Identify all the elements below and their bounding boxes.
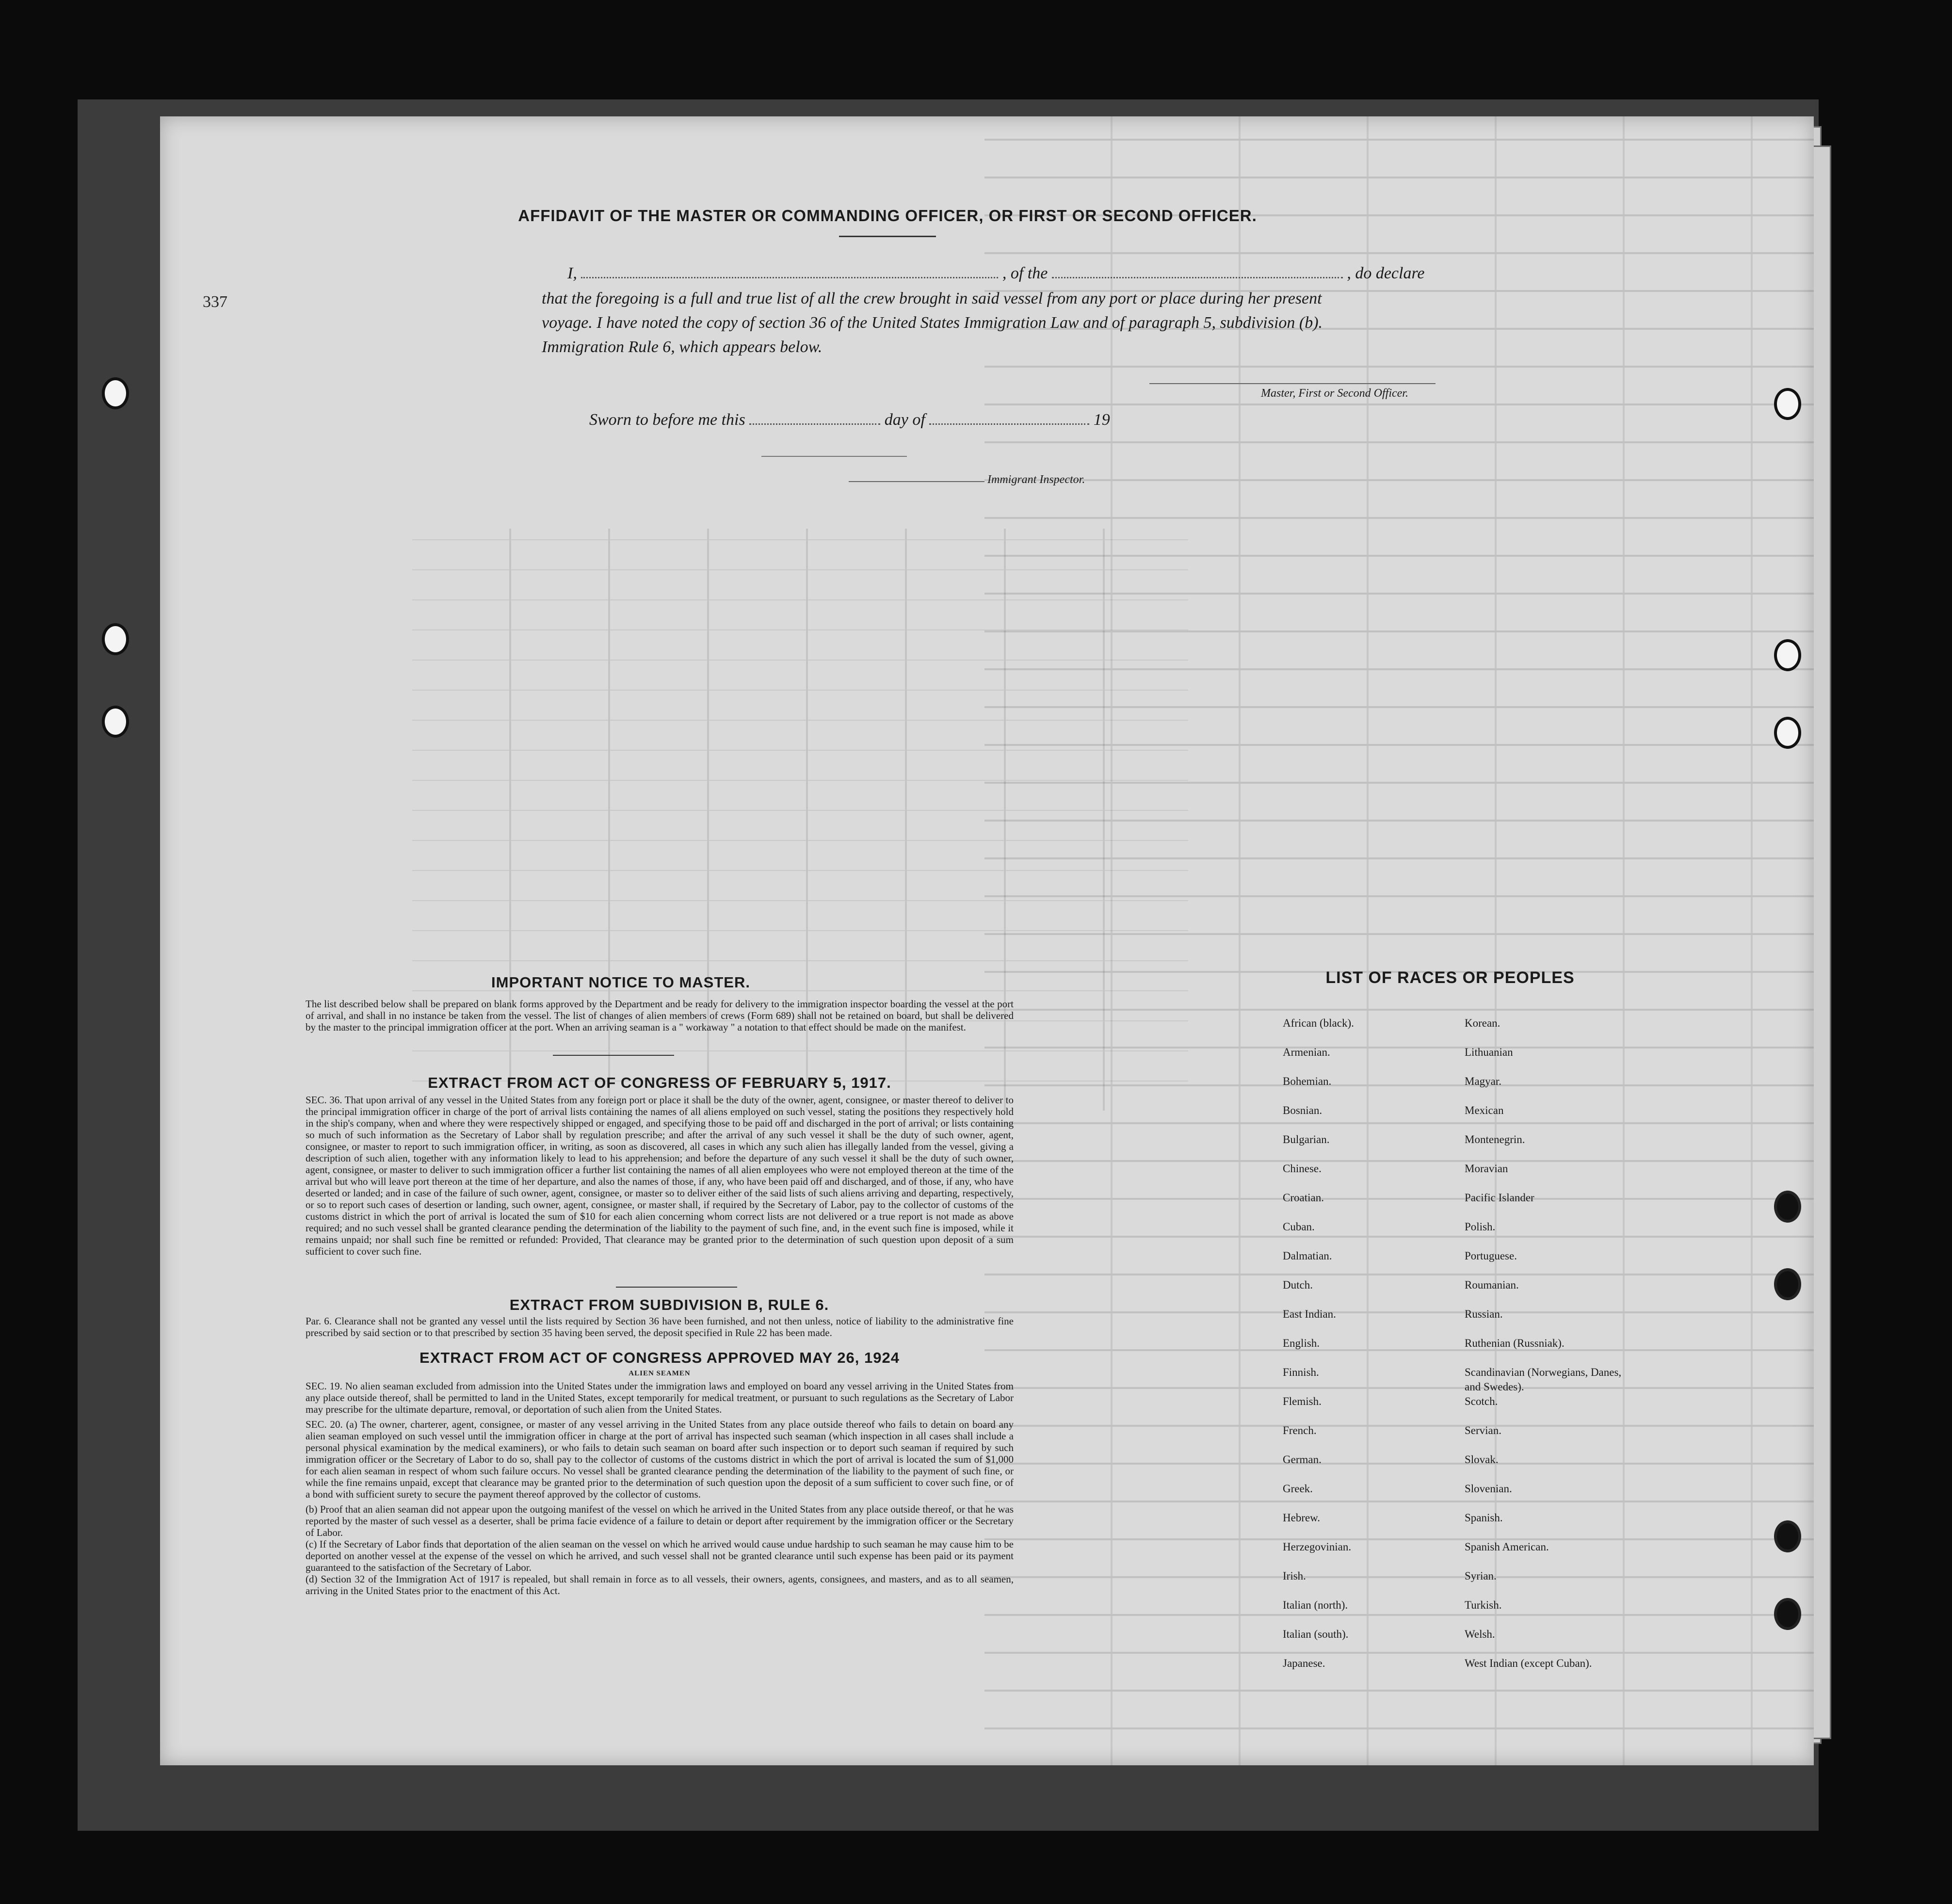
race-item: Korean. (1465, 1017, 1500, 1029)
race-item: East Indian. (1283, 1308, 1336, 1320)
race-item: Japanese. (1283, 1657, 1325, 1669)
race-item: Scandinavian (Norwegians, Danes, and Swedes). (1465, 1366, 1622, 1393)
day-blank (749, 414, 880, 425)
rule6-title: EXTRACT FROM SUBDIVISION B, RULE 6. (509, 1296, 829, 1313)
race-item: Turkish. (1465, 1599, 1502, 1611)
name-blank (581, 267, 998, 278)
race-item: Russian. (1465, 1308, 1503, 1320)
race-item: Spanish American. (1465, 1541, 1549, 1553)
month-blank (929, 414, 1089, 425)
race-item: Pacific Islander (1465, 1192, 1534, 1204)
act-1917-sec36: SEC. 36. That upon arrival of any vessel in the United States from any foreign port or place it shall be the duty of the owner, agent, consignee, or master thereof to deliver to the principal immigration officer in charge of the port of arrival lists containing the names of all aliens employed on such vessel, stating the positions they respectively hold in the ship's company, when and where they were respectively shipped or engaged, and specifying those to be paid off and discharged in the port of arrival; or lists containing so much of such information as the Secretary of Labor shall by regulation prescribe; and after the arrival of any such vessel it shall be the duty of such owner, agent, consignee, or master to report to such immigration officer, in writing, as soon as discovered, all cases in which any such alien has illegally landed from the vessel, giving a description of such alien, together with any information likely to lead to his apprehension; and before the departure of any such vessel it shall be the duty of such owner, agent, consignee, or master to deliver to such immigration officer a further list containing the names of all alien employees who were not employed thereon at the time of the arrival but who will leave port thereon at the time of her departure, and also the names of those, if any, who have been paid off and discharged, and of those, if any, who have deserted or landed; and in case of the failure of such owner, agent, consignee, or master so to deliver either of the said lists of such aliens arriving and departing, respectively, or so to report such cases of desertion or landing, such owner, agent, consignee, or master shall, if required by the Secretary of Labor, pay to the collector of customs of the customs district in which the port of arrival is located the sum of $10 for each alien concerning whom correct lists are not delivered or a true report is not made as above required; and no such vessel shall be granted clearance pending the determination of the liability to the payment of such fine, and, in the event such fine is imposed, while it remains unpaid; nor shall such fine be remitted or refunded: Provided, That clearance may be granted prior to the determination of such question upon deposit of a sum sufficient to cover such fine. (306, 1094, 1014, 1257)
punch-hole (1774, 388, 1801, 420)
affidavit-line4: Immigration Rule 6, which appears below. (542, 338, 823, 356)
races-title: LIST OF RACES OR PEOPLES (1325, 968, 1575, 987)
race-item: German. (1283, 1453, 1322, 1466)
affidavit-line1 (567, 261, 1440, 286)
affidavit-line3: voyage. I have noted the copy of section 36 of the United States Immigration Law and of paragraph 5, subdivision (b). (542, 314, 1323, 332)
vessel-blank (1052, 267, 1343, 278)
race-item: Croatian. (1283, 1192, 1324, 1204)
do-declare-label: , do declare (1347, 264, 1425, 282)
act-1924-sec20a: SEC. 20. (a) The owner, charterer, agent, consignee, or master of any vessel arriving in the United States from any place outside thereof who fails to detain on board any alien seaman employed on such vessel until the immigration officer in charge at the port of arrival has inspected such seaman (which inspection in all cases shall include a personal physical examination by the medical examiners), or who fails to detain such seaman on board after such inspection or to deport such seaman if required by such immigration officer or the Secretary of Labor to do so, shall pay to the collector of customs of the customs district in which the port of arrival is located the sum of $1,000 for each alien seaman in respect of whom such failure occurs. No vessel shall be granted clearance pending the determination of the liability to the payment of such fine, or while the fine remains unpaid, except that clearance may be granted prior to the determination of such question upon the deposit of a sum sufficient to cover such fine, or of a bond with sufficient surety to secure the payment thereof approved by the collector of customs. (306, 1419, 1014, 1500)
i-label: I, (567, 264, 577, 282)
title-rule (839, 236, 936, 237)
punch-hole (102, 706, 129, 738)
punch-hole (1774, 1268, 1801, 1300)
race-item: Servian. (1465, 1424, 1502, 1436)
inspector-line (849, 481, 984, 482)
rule (553, 1055, 674, 1056)
inspector-caption: Immigrant Inspector. (987, 473, 1085, 486)
race-item: Slovak. (1465, 1453, 1499, 1466)
act-1924-sec20b: (b) Proof that an alien seaman did not appear upon the outgoing manifest of the vessel on which he arrived in the United States from any place outside thereof, or that he was reported by the master of such vessel as a deserter, shall be prima facie evidence of a failure to detain or deport after requirement by the immigration officer or the Secretary of Labor. (306, 1503, 1014, 1538)
sworn-rule (761, 456, 907, 457)
race-item: Greek. (1283, 1483, 1313, 1495)
race-item: Dutch. (1283, 1279, 1313, 1291)
act-1917-title: EXTRACT FROM ACT OF CONGRESS OF FEBRUARY 5, 1917. (428, 1074, 891, 1091)
race-item: Welsh. (1465, 1628, 1495, 1640)
race-item: Herzegovinian. (1283, 1541, 1352, 1553)
race-item: Magyar. (1465, 1075, 1502, 1087)
race-item: Chinese. (1283, 1162, 1322, 1175)
document-page (160, 116, 1814, 1765)
race-item: Montenegrin. (1465, 1133, 1525, 1146)
race-item: Hebrew. (1283, 1512, 1321, 1524)
race-item: Slovenian. (1465, 1483, 1512, 1495)
punch-hole (1774, 1520, 1801, 1552)
punch-hole (1774, 1191, 1801, 1223)
of-the-label: , of the (1002, 264, 1048, 282)
races-left-column (1283, 1016, 1457, 1685)
margin-number: 337 (203, 293, 227, 311)
sworn-line (589, 407, 1220, 433)
race-item: West Indian (except Cuban). (1465, 1657, 1592, 1669)
race-item: Dalmatian. (1283, 1250, 1332, 1262)
sworn-label: Sworn to before me this (589, 411, 745, 429)
affidavit-title: AFFIDAVIT OF THE MASTER OR COMMANDING OFFICER, OR FIRST OR SECOND OFFICER. (518, 207, 1257, 225)
notice-title: IMPORTANT NOTICE TO MASTER. (491, 974, 750, 991)
race-item: African (black). (1283, 1017, 1354, 1029)
punch-hole (1774, 639, 1801, 671)
race-item: Bulgarian. (1283, 1133, 1330, 1146)
act-1924-sec20c: (c) If the Secretary of Labor finds that deportation of the alien seaman on the vessel on which he arrived would cause undue hardship to such seaman he may cause him to be deported on another vessel at the expense of the vessel on which he arrived, and such vessel shall not be granted clearance until such expense has been paid or its payment guaranteed to the satisfaction of the Secretary of Labor. (306, 1538, 1014, 1573)
race-item: Ruthenian (Russniak). (1465, 1337, 1565, 1349)
race-item: Armenian. (1283, 1046, 1330, 1058)
race-item: Italian (north). (1283, 1599, 1348, 1611)
race-item: Flemish. (1283, 1395, 1322, 1407)
race-item: Moravian (1465, 1162, 1508, 1175)
punch-hole (1774, 717, 1801, 749)
race-item: English. (1283, 1337, 1320, 1349)
race-item: Cuban. (1283, 1221, 1315, 1233)
race-item: Syrian. (1465, 1570, 1497, 1582)
act-1924-sec20d: (d) Section 32 of the Immigration Act of 1917 is repealed, but shall remain in force as to all vessels, their owners, agents, consignees, and masters, and as to all seamen, arriving in the United States prior to the enactment of this Act. (306, 1573, 1014, 1597)
punch-hole (102, 377, 129, 409)
race-item: Finnish. (1283, 1366, 1319, 1378)
race-item: Bosnian. (1283, 1104, 1323, 1116)
alien-seamen-subtitle: ALIEN SEAMEN (629, 1370, 691, 1377)
affidavit-line2: that the foregoing is a full and true list of all the crew brought in said vessel from any port or place during her present (542, 290, 1322, 307)
signature-caption: Master, First or Second Officer. (1261, 387, 1408, 400)
race-item: French. (1283, 1424, 1317, 1436)
rule (616, 1287, 737, 1288)
race-item: Bohemian. (1283, 1075, 1332, 1087)
race-item: Polish. (1465, 1221, 1496, 1233)
race-item: Portuguese. (1465, 1250, 1517, 1262)
race-item: Spanish. (1465, 1512, 1503, 1524)
race-item: Irish. (1283, 1570, 1306, 1582)
act-1924-title: EXTRACT FROM ACT OF CONGRESS APPROVED MAY 26, 1924 (419, 1349, 900, 1366)
punch-hole (102, 623, 129, 655)
act-1924-sec19: SEC. 19. No alien seaman excluded from admission into the United States under the immigration laws and employed on board any vessel arriving in the United States from any place outside thereof, shall be permitted to land in the United States, except temporarily for medical treatment, or pursuant to such regulations as the Secretary of Labor may prescribe for the ultimate departure, removal, or deportation of such alien from the United States. (306, 1380, 1014, 1415)
race-item: Mexican (1465, 1104, 1504, 1116)
races-right-column (1465, 1016, 1639, 1685)
race-item: Roumanian. (1465, 1279, 1519, 1291)
year-prefix: 19 (1093, 411, 1110, 429)
rule6-text: Par. 6. Clearance shall not be granted any vessel until the lists required by Section 36 have been furnished, and not then unless, notice of liability to the administrative fine prescribed by said section or to that prescribed by section 35 having been served, the deposit specified in Rule 22 has been made. (306, 1315, 1014, 1339)
punch-hole (1774, 1598, 1801, 1630)
race-item: Lithuanian (1465, 1046, 1513, 1058)
day-of-label: day of (884, 411, 925, 429)
notice-text: The list described below shall be prepared on blank forms approved by the Department and be ready for delivery to the immigration inspector boarding the vessel at the port of arrival, and shall in no instance be taken from the vessel. The list of changes of alien members of crews (Form 689) shall not be retained on board, but shall be delivered by the master to the principal immigration officer at the port. When an arriving seaman is a " workaway " a notation to that effect should be made on the manifest. (306, 998, 1014, 1033)
race-item: Scotch. (1465, 1395, 1498, 1407)
signature-line (1149, 383, 1436, 384)
race-item: Italian (south). (1283, 1628, 1349, 1640)
